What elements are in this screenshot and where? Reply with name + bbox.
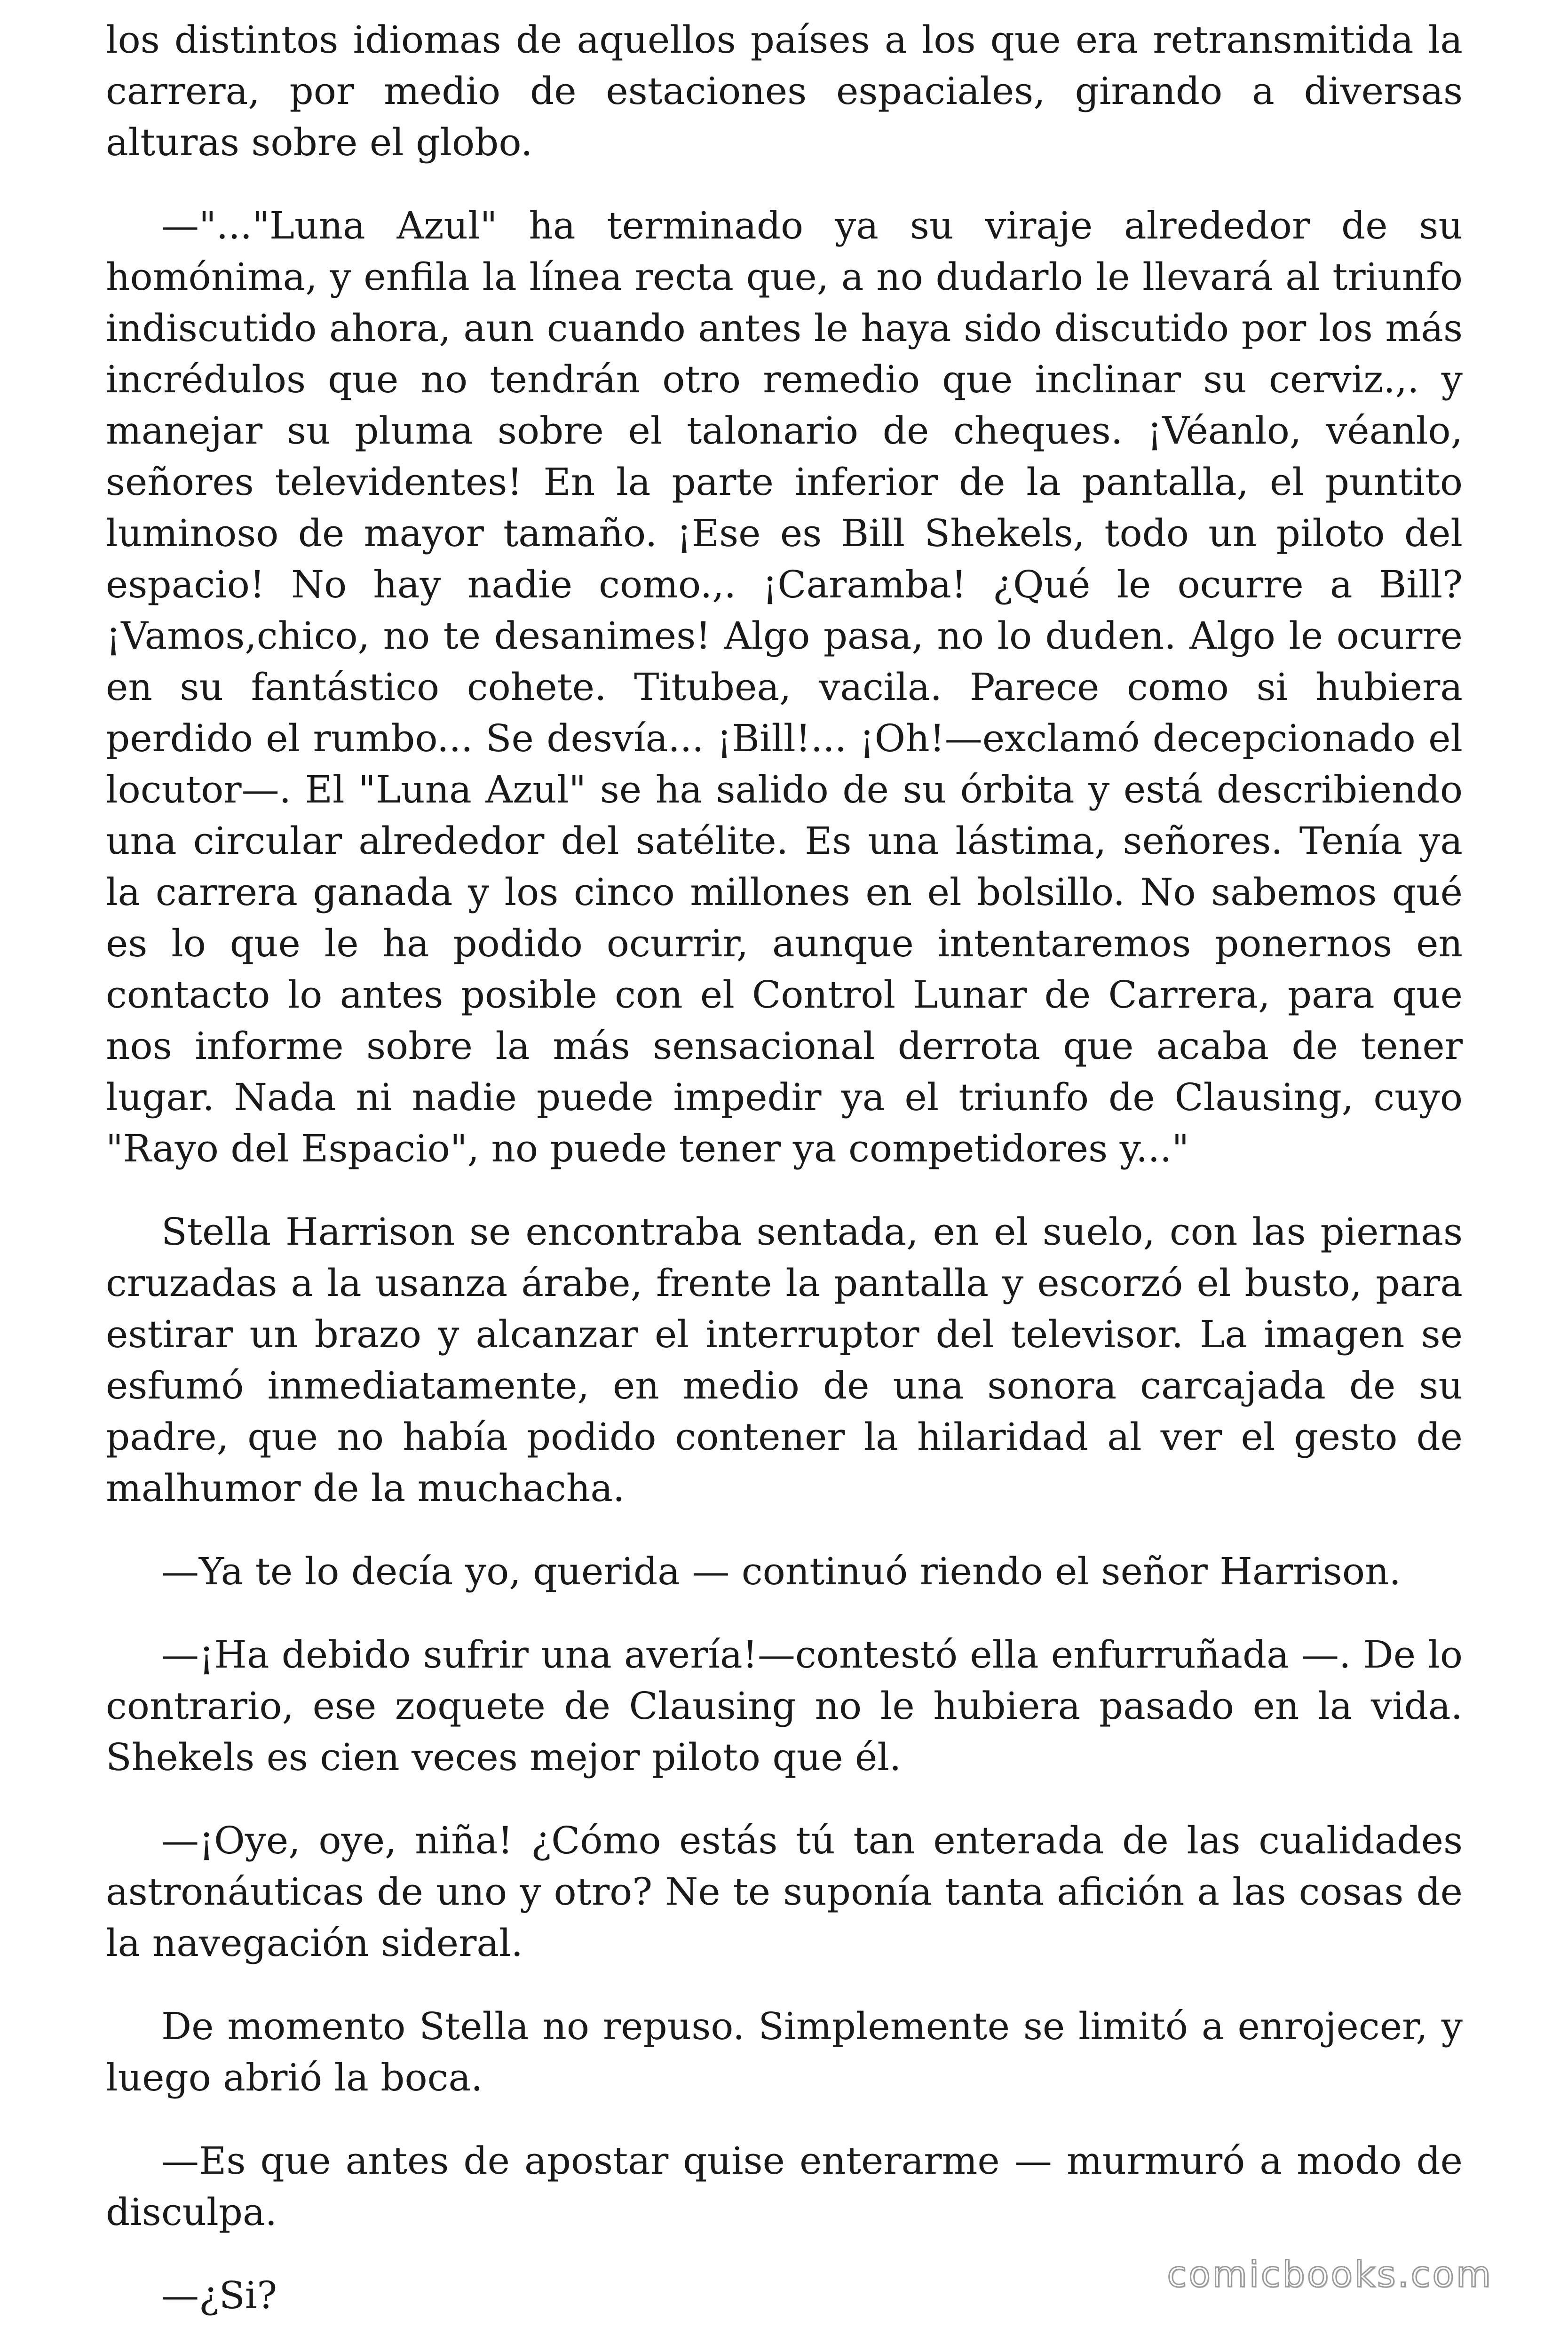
paragraph-5: —¡Ha debido sufrir una avería!—contestó ella enfurruñada —. De lo contrario, ese zoquete de Clausing no le hubiera pasado en la vida. Shekels es cien veces mejor piloto que él. (106, 1633, 1463, 1779)
paragraph-3: Stella Harrison se encontraba sentada, en el suelo, con las piernas cruzadas a la usanza árabe, frente la pantalla y escorzó el busto, para estirar un brazo y alcanzar el interruptor del televisor. La imagen se esfumó inmediatamente, en medio de una sonora carcajada de su padre, que no había podido contener la hilaridad al ver el gesto de malhumor de la muchacha. (106, 1210, 1463, 1510)
paragraph-6: —¡Oye, oye, niña! ¿Cómo estás tú tan enterada de las cualidades astronáuticas de uno y otro? Ne te suponía tanta afición a las cosas de la navegación sideral. (106, 1819, 1463, 1965)
paragraph-1: los distintos idiomas de aquellos países a los que era retransmitida la carrera, por medio de estaciones espaciales, girando a diversas alturas sobre el globo. (106, 18, 1463, 164)
paragraph-4: —Ya te lo decía yo, querida — continuó riendo el señor Harrison. (161, 1549, 1401, 1593)
paragraph-8: —Es que antes de apostar quise enterarme — murmuró a modo de disculpa. (106, 2139, 1463, 2234)
paragraph-2: —"..."Luna Azul" ha terminado ya su viraje alrededor de su homónima, y enfila la línea recta que, a no dudarlo le llevará al triunfo indiscutido ahora, aun cuando antes le haya sido discutido por los más incrédulos que no tendrán otro remedio que inclinar su cerviz.,. y manejar su pluma sobre el talonario de cheques. ¡Véanlo, véanlo, señores televidentes! En la parte inferior de la pantalla, el puntito luminoso de mayor tamaño. ¡Ese es Bill Shekels, todo un piloto del espacio! No hay nadie como.,. ¡Caramba! ¿Qué le ocurre a Bill? ¡Vamos,chico, no te desanimes! Algo pasa, no lo duden. Algo le ocurre en su fantástico cohete. Titubea, vacila. Parece como si hubiera perdido el rumbo... Se desvía... ¡Bill!... ¡Oh!—exclamó decepcionado el locutor—. El "Luna Azul" se ha salido de su órbita y está describiendo una circular alrededor del satélite. Es una lástima, señores. Tenía ya la carrera ganada y los cinco millones en el bolsillo. No sabemos qué es lo que le ha podido ocurrir, aunque intentaremos ponernos en contacto lo antes posible con el Control Lunar de Carrera, para que nos informe sobre la más sensacional derrota que acaba de tener lugar. Nada ni nadie puede impedir ya el triunfo de Clausing, cuyo "Rayo del Espacio", no puede tener ya competidores y..." (106, 204, 1463, 1170)
book-page (106, 14, 1463, 2321)
paragraph-9: —¿Si? (161, 2273, 277, 2317)
watermark: comicbooks.com (1167, 2253, 1493, 2295)
paragraph-7: De momento Stella no repuso. Simplemente se limitó a enrojecer, y luego abrió la boca. (106, 2004, 1463, 2099)
